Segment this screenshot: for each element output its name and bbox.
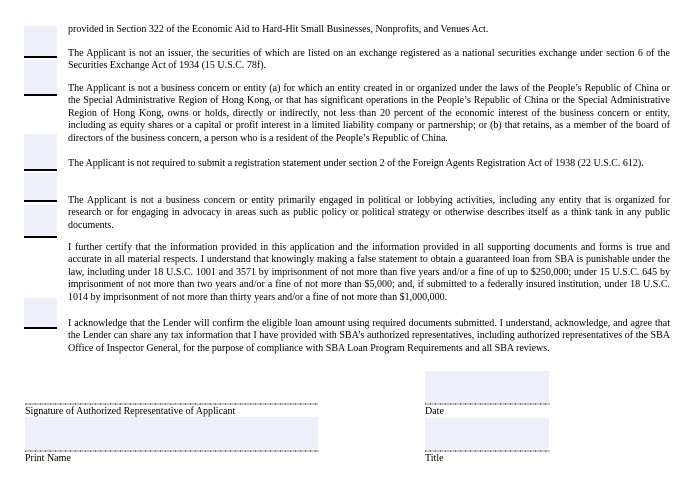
initials-input-6[interactable] [24, 298, 57, 327]
initials-field-4[interactable] [24, 173, 57, 202]
initials-line-5 [24, 236, 57, 238]
initials-line-3 [24, 169, 57, 171]
certification-paragraph-continuation: provided in Section 322 of the Economic Aid to Hard-Hit Small Businesses, Nonprofits, and Venues Act. [68, 24, 489, 35]
print-name-field[interactable] [25, 417, 318, 450]
certification-paragraph-not-issuer: The Applicant is not an issuer, the securities of which are listed on an exchange registered as a national securities exchange under section 6 of the Securities Exchange Act of 1934 (15 U.S.C. 78f). [68, 48, 670, 72]
initials-line-6 [24, 327, 57, 329]
print-name-label: Print Name [25, 453, 71, 464]
initials-field-6[interactable] [24, 298, 57, 329]
date-field[interactable] [425, 371, 549, 403]
certification-paragraph-china-interest: The Applicant is not a business concern or entity (a) for which an entity created in or organized under the laws of the People’s Republic of China or the Special Administrative Region of Hong Kong, or that has significant operations in the People’s Republic of China or the Special Administrative Region of Hong Kong, owns or holds, directly or indirectly, not less than 20 percent of the economic interest of the business concern or entity, including as equity shares or a capital or profit interest in a limited liability company or partnership; or (b) that retains, as a member of the board of directors of the business concern, a person who is a resident of the People’s Republic of China. [68, 83, 670, 144]
initials-line-4 [24, 200, 57, 202]
date-line [425, 403, 550, 405]
signature-label: Signature of Authorized Representative of Applicant [25, 406, 236, 417]
initials-line-1 [24, 56, 57, 58]
certification-paragraph-lobbying: The Applicant is not a business concern or entity primarily engaged in political or lobbying activities, including any entity that is organized for research or for engaging in advocacy in areas such as public policy or political strategy or otherwise describes itself as a think tank in any public documents. [68, 195, 670, 231]
initials-input-5[interactable] [24, 205, 57, 236]
initials-field-2[interactable] [24, 60, 57, 96]
title-label: Title [425, 453, 444, 464]
initials-field-5[interactable] [24, 205, 57, 238]
initials-line-2 [24, 94, 57, 96]
initials-input-3[interactable] [24, 134, 57, 169]
initials-input-4[interactable] [24, 173, 57, 200]
signature-line[interactable] [25, 403, 318, 405]
date-label: Date [425, 406, 444, 417]
initials-field-1[interactable] [24, 26, 57, 58]
initials-field-3[interactable] [24, 134, 57, 171]
certification-paragraph-true-accurate: I further certify that the information provided in this application and the information provided in all supporting documents and forms is true and accurate in all material respects. I understand that knowingly making a false statement to obtain a guaranteed loan from SBA is punishable under the law, including under 18 U.S.C. 1001 and 3571 by imprisonment of not more than five years and/or a fine of up to $250,000; under 15 U.S.C. 645 by imprisonment of not more than two years and/or a fine of not more than $5,000; and, if submitted to a federally insured institution, under 18 U.S.C. 1014 by imprisonment of not more than thirty years and/or a fine of not more than $1,000,000. [68, 242, 670, 303]
certification-paragraph-lender-confirm: I acknowledge that the Lender will confirm the eligible loan amount using required documents submitted. I understand, acknowledge, and agree that the Lender can share any tax information that I have provided with SBA’s authorized representatives, including authorized representatives of the SBA Office of Inspector General, for the purpose of compliance with SBA Loan Program Requirements and all SBA reviews. [68, 318, 670, 354]
certification-paragraph-foreign-agents: The Applicant is not required to submit a registration statement under section 2 of the Foreign Agents Registration Act of 1938 (22 U.S.C. 612). [68, 158, 644, 169]
print-name-line [25, 450, 319, 452]
title-line [425, 450, 550, 452]
initials-input-1[interactable] [24, 26, 57, 56]
initials-input-2[interactable] [24, 60, 57, 94]
title-field[interactable] [425, 418, 549, 450]
